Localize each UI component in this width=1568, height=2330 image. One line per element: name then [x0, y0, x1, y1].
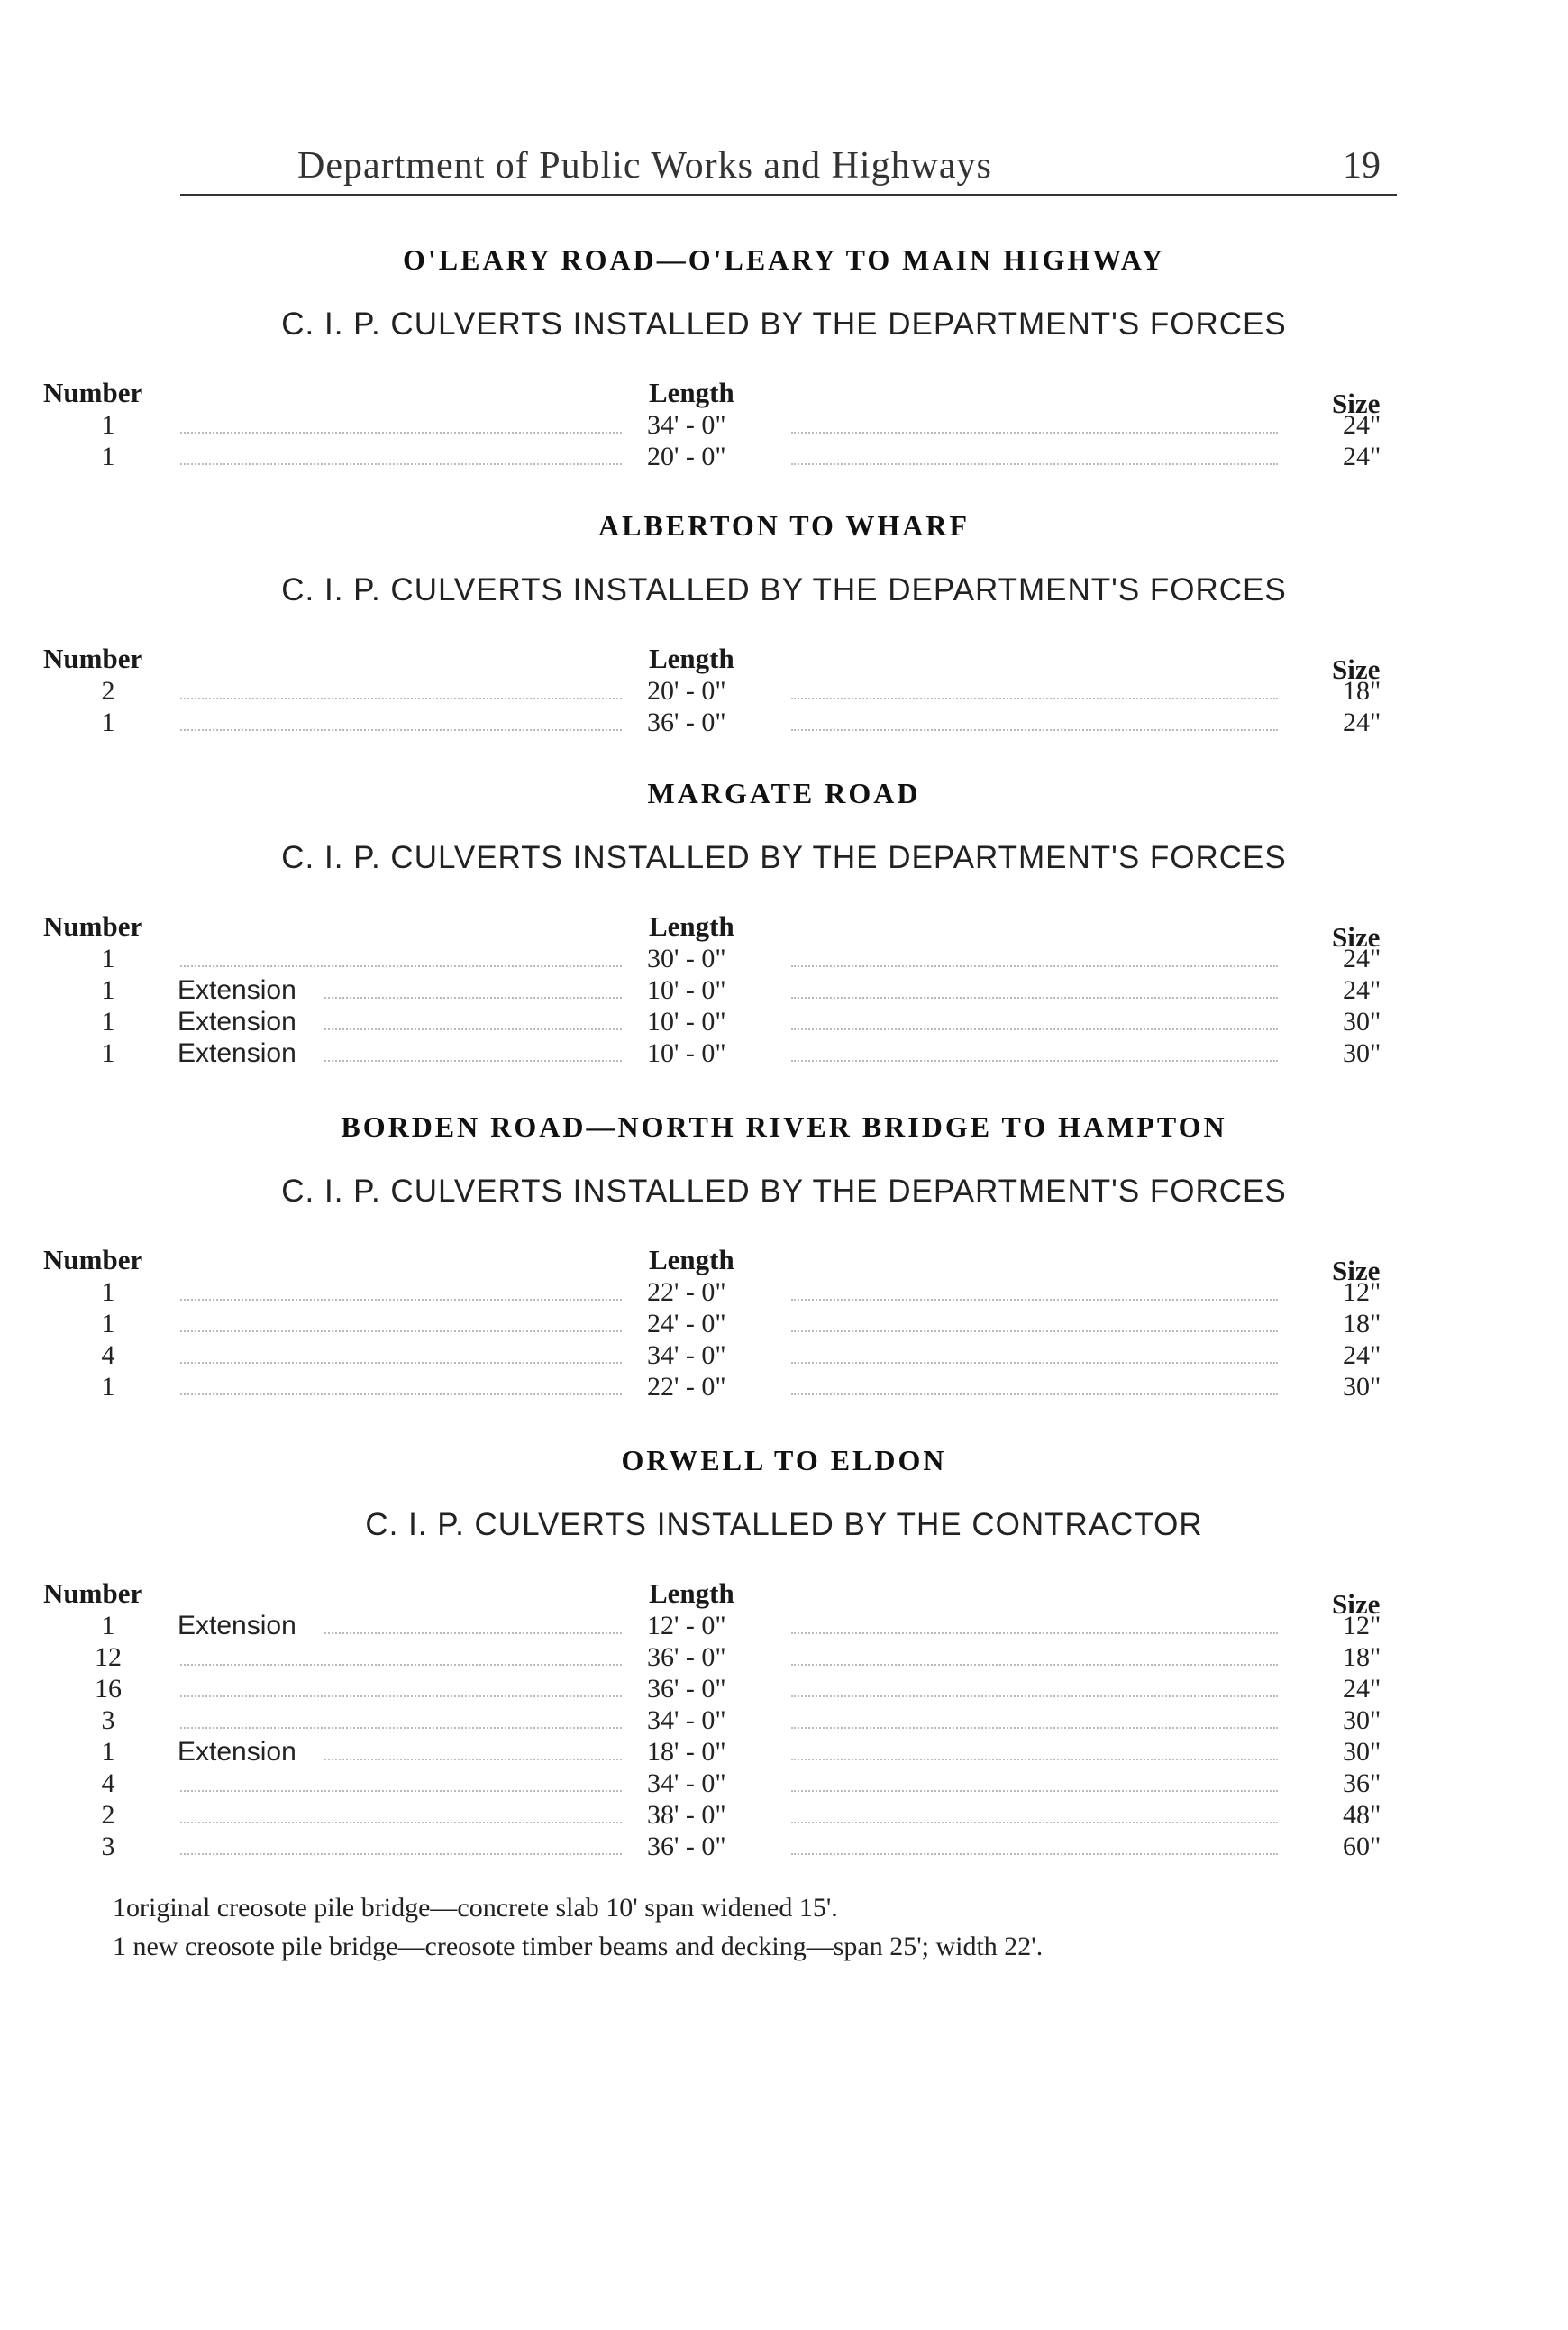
- row-length: 36' - 0": [647, 1674, 726, 1704]
- dot-leader: [791, 1309, 1278, 1332]
- dot-leader: [791, 708, 1278, 731]
- row-number: 2: [101, 676, 115, 706]
- row-size: 48": [1343, 1800, 1381, 1830]
- section-title: ALBERTON TO WHARF: [597, 509, 971, 542]
- row-length: 10' - 0": [647, 1007, 726, 1037]
- row-size: 24": [1343, 1674, 1381, 1704]
- column-header-number: Number: [43, 1577, 143, 1609]
- row-length: 24' - 0": [647, 1309, 726, 1339]
- dot-leader: [791, 1007, 1278, 1030]
- column-header-length: Length: [649, 1244, 734, 1275]
- table-row: [0, 1642, 1568, 1675]
- row-length: 38' - 0": [647, 1800, 726, 1830]
- dot-leader: [180, 1340, 622, 1364]
- column-header-number: Number: [43, 643, 143, 674]
- dot-leader: [791, 1038, 1278, 1062]
- row-description: Extension: [178, 1611, 296, 1640]
- column-header-length: Length: [649, 377, 734, 408]
- column-header-length: Length: [649, 910, 734, 942]
- dot-leader: [180, 1800, 622, 1823]
- row-size: 24": [1343, 944, 1381, 973]
- column-header-size: Size: [1332, 653, 1381, 685]
- table-row: [0, 1007, 1568, 1039]
- row-size: 18": [1343, 676, 1381, 706]
- table-row: [0, 708, 1568, 740]
- dot-leader: [180, 1705, 622, 1729]
- row-size: 30": [1343, 1007, 1381, 1037]
- row-number: 1: [101, 1737, 115, 1767]
- dot-leader: [180, 1309, 622, 1332]
- table-row: [0, 410, 1568, 443]
- row-size: 12": [1343, 1277, 1381, 1307]
- row-length: 20' - 0": [647, 442, 726, 471]
- table-row: [0, 1309, 1568, 1341]
- column-header-size: Size: [1332, 921, 1381, 953]
- row-size: 18": [1343, 1642, 1381, 1672]
- table-row: [0, 1674, 1568, 1706]
- section-title: BORDEN ROAD—NORTH RIVER BRIDGE TO HAMPTON: [341, 1110, 1227, 1143]
- section-subtitle: C. I. P. CULVERTS INSTALLED BY THE DEPARTMENT'S FORCES: [281, 572, 1287, 608]
- row-size: 30": [1343, 1372, 1381, 1402]
- dot-leader: [791, 1800, 1278, 1823]
- row-description: Extension: [178, 1737, 296, 1767]
- row-description: Extension: [178, 975, 296, 1005]
- column-header-number: Number: [43, 1244, 143, 1275]
- row-number: 1: [101, 1372, 115, 1402]
- dot-leader: [791, 1737, 1278, 1760]
- column-header-size: Size: [1332, 388, 1381, 419]
- dot-leader: [791, 1642, 1278, 1666]
- column-header-length: Length: [649, 1577, 734, 1609]
- dot-leader: [180, 944, 622, 967]
- dot-leader: [791, 1768, 1278, 1792]
- dot-leader: [791, 442, 1278, 465]
- row-length: 20' - 0": [647, 676, 726, 706]
- table-row: [0, 944, 1568, 976]
- dot-leader: [180, 1372, 622, 1395]
- section-subtitle: C. I. P. CULVERTS INSTALLED BY THE DEPARTMENT'S FORCES: [281, 306, 1287, 342]
- section-subtitle: C. I. P. CULVERTS INSTALLED BY THE CONTRACTOR: [365, 1507, 1203, 1542]
- row-length: 10' - 0": [647, 975, 726, 1005]
- dot-leader: [791, 1611, 1278, 1634]
- row-size: 24": [1343, 410, 1381, 440]
- dot-leader: [324, 1007, 622, 1030]
- section-subtitle: C. I. P. CULVERTS INSTALLED BY THE DEPARTMENT'S FORCES: [281, 840, 1287, 875]
- dot-leader: [180, 1768, 622, 1792]
- column-header-length: Length: [649, 643, 734, 674]
- row-length: 34' - 0": [647, 1768, 726, 1798]
- table-row: [0, 1372, 1568, 1404]
- row-length: 10' - 0": [647, 1038, 726, 1068]
- column-header-number: Number: [43, 377, 143, 408]
- table-row: [0, 1737, 1568, 1769]
- row-number: 1: [101, 1277, 115, 1307]
- row-length: 34' - 0": [647, 1705, 726, 1735]
- section-title: ORWELL TO ELDON: [621, 1444, 947, 1476]
- dot-leader: [180, 1642, 622, 1666]
- dot-leader: [791, 1372, 1278, 1395]
- dot-leader: [791, 410, 1278, 434]
- running-header: Department of Public Works and Highways: [297, 145, 992, 187]
- row-length: 36' - 0": [647, 1832, 726, 1861]
- row-number: 16: [95, 1674, 122, 1704]
- row-number: 1: [101, 708, 115, 737]
- row-size: 30": [1343, 1038, 1381, 1068]
- table-row: [0, 1800, 1568, 1832]
- table-row: [0, 1768, 1568, 1801]
- dot-leader: [791, 975, 1278, 999]
- column-header-size: Size: [1332, 1588, 1381, 1620]
- row-number: 1: [101, 442, 115, 471]
- dot-leader: [791, 1674, 1278, 1697]
- section-subtitle: C. I. P. CULVERTS INSTALLED BY THE DEPARTMENT'S FORCES: [281, 1174, 1287, 1209]
- row-number: 1: [101, 410, 115, 440]
- page-number: 19: [1343, 145, 1381, 187]
- row-number: 1: [101, 975, 115, 1005]
- dot-leader: [180, 1832, 622, 1855]
- dot-leader: [180, 1674, 622, 1697]
- row-number: 4: [101, 1768, 115, 1798]
- row-description: Extension: [178, 1038, 296, 1068]
- table-row: [0, 1832, 1568, 1864]
- dot-leader: [791, 944, 1278, 967]
- row-size: 60": [1343, 1832, 1381, 1861]
- table-row: [0, 975, 1568, 1008]
- table-row: [0, 1705, 1568, 1738]
- row-size: 24": [1343, 975, 1381, 1005]
- row-number: 1: [101, 1611, 115, 1640]
- row-length: 36' - 0": [647, 708, 726, 737]
- row-size: 24": [1343, 442, 1381, 471]
- row-number: 1: [101, 1038, 115, 1068]
- dot-leader: [791, 1832, 1278, 1855]
- table-row: [0, 1038, 1568, 1071]
- row-size: 24": [1343, 708, 1381, 737]
- section-title: O'LEARY ROAD—O'LEARY TO MAIN HIGHWAY: [403, 243, 1165, 276]
- row-number: 1: [101, 1309, 115, 1339]
- row-size: 30": [1343, 1737, 1381, 1767]
- dot-leader: [180, 708, 622, 731]
- dot-leader: [791, 1705, 1278, 1729]
- dot-leader: [180, 1277, 622, 1301]
- footnote-2: 1 new creosote pile bridge—creosote timber beams and decking—span 25'; width 22'.: [113, 1932, 1044, 1961]
- dot-leader: [180, 676, 622, 699]
- row-number: 1: [101, 944, 115, 973]
- row-description: Extension: [178, 1007, 296, 1037]
- dot-leader: [324, 1611, 622, 1634]
- row-number: 12: [95, 1642, 122, 1672]
- dot-leader: [180, 410, 622, 434]
- row-number: 1: [101, 1007, 115, 1037]
- row-size: 24": [1343, 1340, 1381, 1370]
- dot-leader: [791, 676, 1278, 699]
- dot-leader: [791, 1277, 1278, 1301]
- column-header-number: Number: [43, 910, 143, 942]
- header-rule: [180, 194, 1397, 196]
- row-number: 4: [101, 1340, 115, 1370]
- row-size: 18": [1343, 1309, 1381, 1339]
- table-row: [0, 1277, 1568, 1310]
- row-size: 30": [1343, 1705, 1381, 1735]
- column-header-size: Size: [1332, 1255, 1381, 1286]
- table-row: [0, 1611, 1568, 1643]
- row-number: 3: [101, 1705, 115, 1735]
- row-length: 34' - 0": [647, 1340, 726, 1370]
- row-length: 22' - 0": [647, 1277, 726, 1307]
- row-length: 12' - 0": [647, 1611, 726, 1640]
- row-length: 30' - 0": [647, 944, 726, 973]
- table-row: [0, 676, 1568, 708]
- dot-leader: [324, 1038, 622, 1062]
- row-length: 18' - 0": [647, 1737, 726, 1767]
- row-length: 36' - 0": [647, 1642, 726, 1672]
- table-row: [0, 1340, 1568, 1373]
- section-title: MARGATE ROAD: [647, 777, 921, 809]
- row-length: 34' - 0": [647, 410, 726, 440]
- table-row: [0, 442, 1568, 474]
- row-length: 22' - 0": [647, 1372, 726, 1402]
- dot-leader: [180, 442, 622, 465]
- dot-leader: [324, 1737, 622, 1760]
- row-size: 36": [1343, 1768, 1381, 1798]
- row-number: 3: [101, 1832, 115, 1861]
- row-number: 2: [101, 1800, 115, 1830]
- dot-leader: [791, 1340, 1278, 1364]
- footnote-1: 1original creosote pile bridge—concrete slab 10' span widened 15'.: [113, 1893, 838, 1923]
- row-size: 12": [1343, 1611, 1381, 1640]
- dot-leader: [324, 975, 622, 999]
